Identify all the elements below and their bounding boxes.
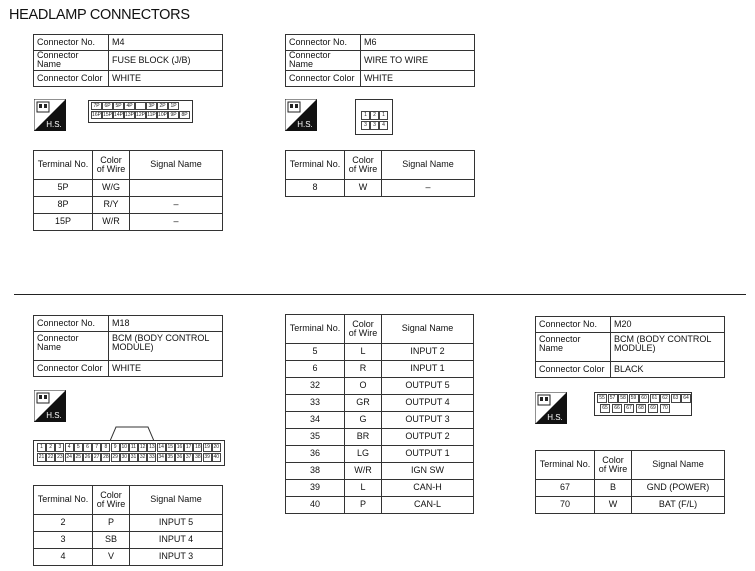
table-row — [34, 197, 223, 214]
connector-pin: 30 — [121, 454, 128, 460]
signal-name: OUTPUT 2 — [382, 429, 474, 446]
m6-pin: 3 — [370, 121, 379, 130]
m6-color-label: Connector Color — [286, 70, 361, 86]
connector-pin: 55 — [597, 394, 607, 403]
signal-name: BAT (F/L) — [632, 497, 725, 514]
connector-pin: 5 — [74, 443, 83, 452]
m18-connector-face — [33, 440, 225, 466]
connector-pin: 58 — [618, 394, 628, 403]
hs-label: H.S. — [297, 120, 313, 129]
connector-pin: 13 — [149, 444, 155, 450]
signal-name: INPUT 3 — [130, 549, 223, 566]
terminal-no: 4 — [34, 549, 93, 566]
wire-color: V — [93, 549, 130, 566]
connector-pin: 34 — [158, 454, 164, 460]
connector-pin: 24 — [66, 454, 72, 460]
table-row — [286, 497, 474, 514]
connector-pin: 9P — [168, 111, 179, 119]
table-row — [286, 180, 475, 197]
table-row — [536, 497, 725, 514]
terminal-no: 5 — [286, 344, 345, 361]
connector-pin: 6P — [102, 102, 113, 110]
m20-color: BLACK — [611, 362, 725, 378]
wire-color: GR — [345, 395, 382, 412]
connector-pin: 69 — [648, 404, 658, 413]
terminal-no: 15P — [34, 214, 93, 231]
signal-name: OUTPUT 4 — [382, 395, 474, 412]
table-row — [286, 446, 474, 463]
connector-pin: 64 — [681, 394, 691, 403]
m6-name: WIRE TO WIRE — [361, 51, 475, 71]
connector-pin: 33 — [149, 454, 155, 460]
connector-pin: 15P — [103, 112, 112, 118]
signal-name: GND (POWER) — [632, 480, 725, 497]
signal-name: OUTPUT 5 — [382, 378, 474, 395]
connector-pin: 18 — [195, 444, 201, 450]
connector-pin: 7P — [91, 102, 102, 110]
terminal-no: 8P — [34, 197, 93, 214]
m6-no-label: Connector No. — [286, 35, 361, 51]
wire-color: W/R — [93, 214, 130, 231]
terminal-no: 2 — [34, 515, 93, 532]
connector-pin: 61 — [650, 394, 660, 403]
table-row — [286, 378, 474, 395]
hs-connector-icon — [34, 99, 66, 131]
m4-connector-face — [88, 100, 193, 123]
connector-pin: 36 — [176, 454, 183, 460]
m20-info-table — [535, 316, 725, 378]
m6-header-terminal: Terminal No. — [286, 151, 345, 180]
connector-pin: 12P — [136, 112, 145, 118]
hs-connector-icon — [285, 99, 317, 131]
table-row — [34, 515, 223, 532]
connector-pin: 10 — [121, 444, 128, 450]
connector-pin: 60 — [639, 394, 649, 403]
table-row — [34, 532, 223, 549]
m6-connector-face — [355, 99, 393, 135]
connector-pin: 32 — [139, 454, 146, 460]
table-row — [286, 344, 474, 361]
m20-name: BCM (BODY CONTROL MODULE) — [611, 333, 725, 362]
m20-color-label: Connector Color — [536, 362, 611, 378]
connector-pin: 38 — [195, 454, 201, 460]
connector-pin: 16 — [176, 444, 183, 450]
m4-header-color: Color of Wire — [93, 151, 130, 180]
connector-pin: 13P — [125, 112, 134, 118]
signal-name: INPUT 5 — [130, 515, 223, 532]
m18-name: BCM (BODY CONTROL MODULE) — [109, 332, 223, 361]
m6-pin: 3 — [361, 121, 370, 130]
wire-color: W/R — [345, 463, 382, 480]
m4-info-table — [33, 34, 223, 87]
m6-color: WHITE — [361, 70, 475, 86]
connector-pin: 70 — [660, 404, 670, 413]
wire-color: R — [345, 361, 382, 378]
m18c-header-terminal: Terminal No. — [286, 315, 345, 344]
connector-pin: 23 — [57, 454, 63, 460]
connector-pin: 11 — [130, 444, 137, 450]
m18-header-terminal: Terminal No. — [34, 486, 93, 515]
m4-no: M4 — [109, 35, 223, 51]
connector-pin: 8 — [101, 443, 110, 452]
connector-pin: 16P — [92, 112, 101, 118]
connector-pin: 63 — [671, 394, 681, 403]
terminal-no: 38 — [286, 463, 345, 480]
terminal-no: 6 — [286, 361, 345, 378]
connector-pin: 14P — [114, 112, 123, 118]
m6-name-label: Connector Name — [286, 51, 361, 71]
connector-pin: 4 — [65, 443, 74, 452]
hs-label: H.S. — [547, 413, 563, 422]
connector-pin: 19 — [204, 444, 210, 450]
wire-color: L — [345, 480, 382, 497]
connector-pin: 62 — [660, 394, 670, 403]
connector-pin: 28 — [103, 454, 109, 460]
hs-connector-icon — [34, 390, 66, 422]
wire-color: L — [345, 344, 382, 361]
connector-pin: 3 — [55, 443, 64, 452]
wire-color: G — [345, 412, 382, 429]
m4-name-label: Connector Name — [34, 51, 109, 71]
m18-color: WHITE — [109, 361, 223, 377]
m4-terminal-table — [33, 150, 223, 231]
m20-no-label: Connector No. — [536, 317, 611, 333]
terminal-no: 39 — [286, 480, 345, 497]
m18-connector-latch — [110, 425, 154, 441]
m6-terminal-table — [285, 150, 475, 197]
m18-name-label: Connector Name — [34, 332, 109, 361]
wire-color: BR — [345, 429, 382, 446]
connector-pin: 65 — [600, 404, 610, 413]
hs-label: H.S. — [46, 120, 62, 129]
connector-pin: 4P — [124, 102, 135, 110]
table-row — [286, 480, 474, 497]
connector-pin: 15 — [167, 444, 174, 450]
connector-pin: 2P — [157, 102, 168, 110]
terminal-no: 36 — [286, 446, 345, 463]
signal-name: INPUT 2 — [382, 344, 474, 361]
wire-color: W/G — [93, 180, 130, 197]
m18-terminal-table — [33, 485, 223, 566]
wire-color: W — [595, 497, 632, 514]
connector-pin: 22 — [47, 454, 54, 460]
connector-pin: 35 — [167, 454, 174, 460]
table-row — [286, 395, 474, 412]
connector-pin: 26 — [84, 454, 91, 460]
connector-pin: 10P — [158, 112, 167, 118]
connector-pin: 20 — [213, 444, 220, 450]
m18c-header-color: Color of Wire — [345, 315, 382, 344]
m20-name-label: Connector Name — [536, 333, 611, 362]
terminal-no: 32 — [286, 378, 345, 395]
connector-pin: 5P — [113, 102, 124, 110]
connector-pin: 1 — [37, 443, 46, 452]
signal-name: – — [382, 180, 475, 197]
m20-connector-face — [594, 392, 692, 416]
wire-color: O — [345, 378, 382, 395]
section-divider — [14, 294, 746, 295]
m4-name: FUSE BLOCK (J/B) — [109, 51, 223, 71]
connector-pin: 57 — [608, 394, 618, 403]
wire-color: B — [595, 480, 632, 497]
m20-header-color: Color of Wire — [595, 451, 632, 480]
table-row — [286, 429, 474, 446]
terminal-no: 35 — [286, 429, 345, 446]
signal-name: IGN SW — [382, 463, 474, 480]
signal-name: – — [130, 197, 223, 214]
m18-no: M18 — [109, 316, 223, 332]
table-row — [34, 180, 223, 197]
connector-pin: 12 — [139, 444, 146, 450]
connector-pin: 27 — [93, 454, 100, 460]
m20-header-signal: Signal Name — [632, 451, 725, 480]
signal-name — [130, 180, 223, 197]
wire-color: P — [345, 497, 382, 514]
connector-pin: 6 — [83, 443, 92, 452]
m6-header-signal: Signal Name — [382, 151, 475, 180]
m18-header-signal: Signal Name — [130, 486, 223, 515]
terminal-no: 5P — [34, 180, 93, 197]
connector-pin: 29 — [112, 454, 118, 460]
terminal-no: 67 — [536, 480, 595, 497]
connector-pin: 40 — [213, 454, 220, 460]
m20-no: M20 — [611, 317, 725, 333]
table-row — [286, 412, 474, 429]
m6-pin: 1 — [379, 111, 388, 120]
wire-color: P — [93, 515, 130, 532]
table-row — [286, 463, 474, 480]
wire-color: W — [345, 180, 382, 197]
signal-name: INPUT 1 — [382, 361, 474, 378]
signal-name: – — [130, 214, 223, 231]
connector-pin: 67 — [624, 404, 634, 413]
connector-pin: 66 — [612, 404, 622, 413]
m6-pin: 1 — [361, 111, 370, 120]
connector-pin: 8P — [179, 111, 190, 119]
connector-pin: 68 — [636, 404, 646, 413]
connector-pin: 3P — [146, 102, 157, 110]
hs-connector-icon — [535, 392, 567, 424]
table-row — [286, 361, 474, 378]
signal-name: CAN-L — [382, 497, 474, 514]
table-row — [34, 549, 223, 566]
table-row — [34, 214, 223, 231]
m18-no-label: Connector No. — [34, 316, 109, 332]
m18-header-color: Color of Wire — [93, 486, 130, 515]
connector-pin — [135, 102, 146, 110]
wire-color: LG — [345, 446, 382, 463]
m4-header-terminal: Terminal No. — [34, 151, 93, 180]
connector-pin: 31 — [130, 454, 137, 460]
connector-pin: 37 — [185, 454, 192, 460]
terminal-no: 70 — [536, 497, 595, 514]
signal-name: OUTPUT 3 — [382, 412, 474, 429]
m20-header-terminal: Terminal No. — [536, 451, 595, 480]
terminal-no: 33 — [286, 395, 345, 412]
connector-pin: 59 — [629, 394, 639, 403]
terminal-no: 3 — [34, 532, 93, 549]
connector-pin: 11P — [147, 112, 156, 118]
terminal-no: 8 — [286, 180, 345, 197]
connector-pin: 25 — [75, 454, 82, 460]
m6-header-color: Color of Wire — [345, 151, 382, 180]
m4-color-label: Connector Color — [34, 70, 109, 86]
m18-continued-terminal-table — [285, 314, 474, 514]
m6-info-table — [285, 34, 475, 87]
m6-pin: 4 — [379, 121, 388, 130]
m4-no-label: Connector No. — [34, 35, 109, 51]
hs-label: H.S. — [46, 411, 62, 420]
signal-name: CAN-H — [382, 480, 474, 497]
terminal-no: 40 — [286, 497, 345, 514]
terminal-no: 34 — [286, 412, 345, 429]
connector-pin: 21 — [38, 454, 45, 460]
connector-pin: 17 — [185, 444, 192, 450]
page-title: HEADLAMP CONNECTORS — [9, 7, 190, 23]
wire-color: SB — [93, 532, 130, 549]
m18-color-label: Connector Color — [34, 361, 109, 377]
table-row — [536, 480, 725, 497]
m4-color: WHITE — [109, 70, 223, 86]
connector-pin: 9 — [111, 443, 120, 452]
connector-pin: 14 — [158, 444, 164, 450]
signal-name: INPUT 4 — [130, 532, 223, 549]
m6-pin: 2 — [370, 111, 379, 120]
wire-color: R/Y — [93, 197, 130, 214]
connector-pin: 2 — [46, 443, 55, 452]
m18-info-table — [33, 315, 223, 377]
m18c-header-signal: Signal Name — [382, 315, 474, 344]
signal-name: OUTPUT 1 — [382, 446, 474, 463]
m4-header-signal: Signal Name — [130, 151, 223, 180]
connector-pin: 1P — [168, 102, 179, 110]
connector-pin: 39 — [204, 454, 210, 460]
m6-no: M6 — [361, 35, 475, 51]
connector-pin: 7 — [92, 443, 101, 452]
m20-terminal-table — [535, 450, 725, 514]
